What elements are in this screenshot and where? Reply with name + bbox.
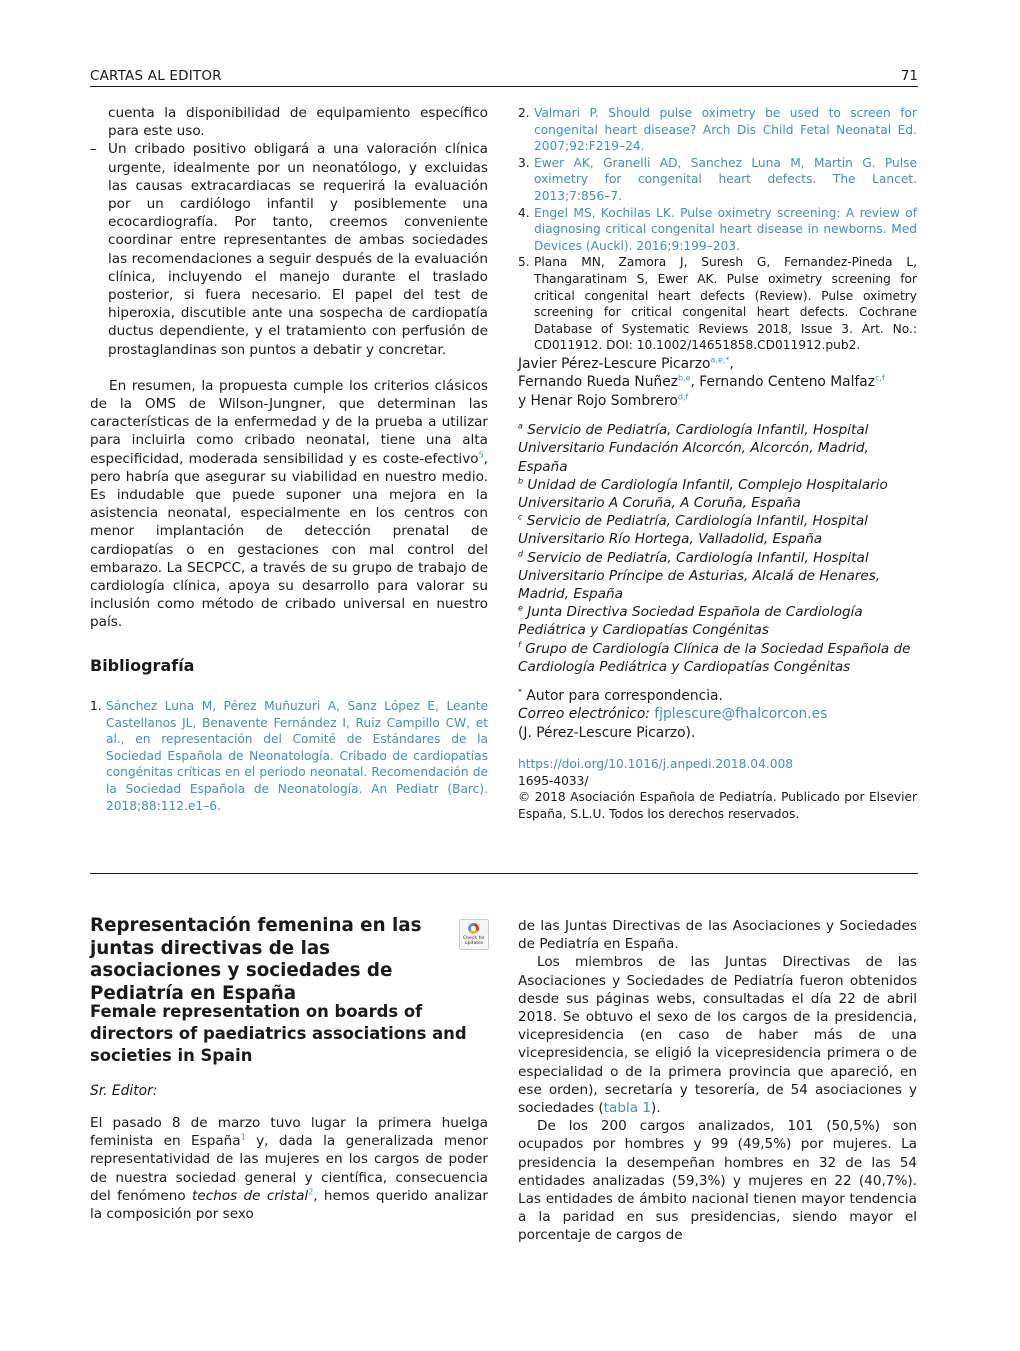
affiliation-key: b	[518, 476, 524, 486]
salutation: Sr. Editor:	[90, 1083, 158, 1099]
article2-paragraph-3: De los 200 cargos analizados, 101 (50,5%) son ocupados por hombres y 99 (49,5%) por mujeres. La presidencia la desempeñan hombres en 32 de las 54 entidades analizadas (59,3%) y mujeres en 22 (40,7%). Las entidades de ámbito nacional tienen mayor tendencia a la paridad en sus presidencias, siendo mayor el porcentaje de cargos de	[518, 1118, 917, 1244]
summary-text-a: En resumen, la propuesta cumple los criterios clásicos de la OMS de Wilson-Jungner, que determinan las características de la enfermedad y de la prueba a utilizar para incluirla como cribado neonatal, tiene una alta especificidad, moderada sensibilidad y es coste-efectivo	[90, 377, 488, 467]
author-name: Fernando Centeno Malfaz	[699, 374, 876, 391]
reference-link[interactable]: Sánchez Luna M, Pérez Muñuzuri A, Sanz López E, Leante Castellanos JL, Benavente Fernández I, Ruiz Campillo CW, et al., en representación del Comité de Estándares de la Sociedad Española de Neonatología. Cribado de cardiopatías congénitas críticas en el periodo neonatal. Recomendación de la Sociedad Española de Neonatología. An Pediatr (Barc). 2018;88:112.e1–6.	[106, 699, 488, 813]
affiliation-item	[518, 549, 917, 604]
reference-item	[518, 105, 917, 155]
author-name: y Henar Rojo Sombrero	[518, 392, 678, 409]
affiliation-text: Junta Directiva Sociedad Española de Cardiología Pediátrica y Cardiopatías Congénitas	[518, 604, 863, 639]
author-separator: ,	[690, 374, 695, 391]
p1-text-c: , hemos querido analizar la composición por sexo	[90, 1187, 488, 1223]
bullet-dash: –	[90, 141, 97, 158]
correspondence-label: Autor para correspondencia.	[526, 688, 723, 705]
affiliation-key: c	[518, 512, 523, 522]
section-title: CARTAS AL EDITOR	[90, 68, 222, 84]
author-name: Javier Pérez-Lescure Picarzo	[518, 356, 711, 372]
bibliography-heading: Bibliografía	[90, 656, 195, 675]
reference-link[interactable]: Ewer AK, Granelli AD, Sanchez Luna M, Martin G. Pulse oximetry for congenital heart defects. The Lancet. 2013;7:856–7.	[534, 155, 917, 203]
article2-left-text	[90, 1114, 488, 1223]
correspondence-name: (J. Pérez-Lescure Picarzo).	[518, 724, 696, 741]
article2-right-text	[518, 917, 917, 1245]
correspondence-note	[518, 687, 917, 705]
reference-item	[518, 155, 917, 205]
email-link[interactable]: fjplescure@fhalcorcon.es	[654, 706, 828, 723]
affiliation-item	[518, 476, 917, 512]
author-block	[518, 355, 917, 823]
reference-item	[518, 254, 917, 354]
affiliation-item	[518, 512, 917, 548]
check-updates-icon	[468, 923, 479, 934]
reference-number: 1.	[90, 699, 102, 713]
affiliation-item	[518, 640, 917, 676]
p1-italic-term: techos de cristal	[192, 1187, 309, 1204]
bullet-text: Un cribado positivo obligará a una valoración clínica urgente, idealmente por un neonatólogo, y excluidas las causas extracardiacas se requerirá la evaluación por un cardiólogo infantil y posiblemente una ecocardiografía. Por tanto, creemos conveniente coordinar entre representantes de ambas sociedades las recomendaciones a seguir después de la evaluación clínica, incluyendo el manejo durante el traslado posterior, si fuera necesario. El papel del test de hiperoxia, discutible ante una sospecha de cardiopatía ductus dependiente, y el tratamiento con perfusión de prostaglandinas son puntos a debatir y concretar.	[108, 141, 488, 358]
author-affiliation-mark: c,f	[875, 373, 885, 383]
summary-paragraph	[90, 377, 488, 632]
page-number: 71	[900, 68, 918, 84]
reference-link[interactable]: Engel MS, Kochilas LK. Pulse oximetry screening: A review of diagnosing critical congenital heart disease in newborns. Med Devices (Auckl). 2016;9:199–203.	[534, 205, 917, 253]
email-label: Correo electrónico:	[518, 706, 650, 723]
bibliography-left	[90, 698, 488, 814]
check-for-updates-badge[interactable]	[459, 919, 489, 950]
summary-text-b: , pero habría que asegurar su viabilidad en nuestro medio. Es indudable que puede suponer una mejora en la asistencia neonatal, especialmente en los centros con menor implantación de detección prenatal de cardiopatías o en gestaciones con mal control del embarazo. La SECPCC, a través de su grupo de trabajo de cardiología clínica, apoya su desarrollo para valorar su inclusión como método de cribado universal en nuestro país.	[90, 450, 488, 631]
author-list	[518, 355, 917, 410]
affiliation-text: Servicio de Pediatría, Cardiología Infantil, Hospital Universitario Príncipe de Asturias, Alcalá de Henares, Madrid, España	[518, 549, 881, 603]
affiliation-key: e	[518, 603, 523, 613]
copyright: © 2018 Asociación Española de Pediatría. Publicado por Elsevier España, S.L.U. Todos los derechos reservados.	[518, 790, 917, 822]
affiliation-item	[518, 603, 917, 639]
reference-number: 5.	[518, 255, 530, 270]
author-affiliation-mark: a,e,*	[710, 355, 730, 365]
email-line	[518, 705, 917, 723]
ref-2-citation[interactable]: 2	[308, 1187, 314, 1197]
p1-text-b: y, dada la generalizada menor representatividad de las mujeres en los cargos de poder de nuestra sociedad general y científica, consecuencia del fenómeno	[90, 1133, 488, 1204]
reference-number: 4.	[518, 205, 530, 220]
article2-paragraph-1	[90, 1114, 488, 1223]
affiliation-text: Servicio de Pediatría, Cardiología Infantil, Hospital Universitario Río Hortega, Valladolid, España	[518, 513, 868, 548]
article-divider	[90, 873, 918, 874]
publication-info	[518, 756, 917, 822]
doi-link[interactable]: https://doi.org/10.1016/j.anpedi.2018.04.008	[518, 757, 793, 772]
ref-5-citation[interactable]: 5	[478, 450, 484, 460]
reference-text: Plana MN, Zamora J, Suresh G, Fernandez-Pineda L, Thangaratinam S, Ewer AK. Pulse oximetry screening for critical congenital heart defects (Review). Pulse oximetry screening for critical congenital heart defects. Cochrane Database of Systematic Reviews 2018, Issue 3. Art. No.: CD011912. DOI: 10.1002/14651858.CD011912.pub2.	[534, 255, 917, 353]
bibliography-right	[518, 105, 917, 354]
affiliation-item	[518, 421, 917, 476]
reference-item	[518, 205, 917, 255]
affiliation-text: Servicio de Pediatría, Cardiología Infantil, Hospital Universitario Fundación Alcorcón, Alcorcón, Madrid, España	[518, 422, 869, 475]
reference-item	[90, 698, 488, 814]
affiliation-text: Unidad de Cardiología Infantil, Complejo Hospitalario Universitario A Coruña, A Coruña, España	[518, 476, 888, 512]
author-affiliation-mark: d,f	[677, 392, 689, 402]
reference-number: 3.	[518, 155, 530, 170]
reference-link[interactable]: Valmari P. Should pulse oximetry be used to screen for congenital heart disease? Arch Dis Child Fetal Neonatal Ed. 2007;92:F219–24.	[534, 106, 917, 154]
author-affiliation-mark: b,e	[677, 373, 691, 383]
author-separator: ,	[729, 356, 734, 372]
article2-paragraph-cont: de las Juntas Directivas de las Asociaciones y Sociedades de Pediatría en España.	[518, 918, 917, 953]
affiliation-list	[518, 421, 917, 676]
issn: 1695-4033/	[518, 773, 589, 788]
affiliation-key: f	[518, 640, 521, 650]
article2-paragraph-2	[518, 953, 917, 1117]
p2-text-b: ).	[651, 1100, 661, 1117]
author-name: Fernando Rueda Nuñez	[518, 374, 678, 391]
affiliation-text: Grupo de Cardiología Clínica de la Sociedad Española de Cardiología Pediátrica y Cardiopatías Congénitas	[518, 640, 911, 675]
continued-bullet-text: cuenta la disponibilidad de equipamiento específico para este uso.	[108, 105, 488, 140]
correspondence-mark: *	[518, 687, 522, 697]
correspondence-block	[518, 687, 917, 742]
ref-1-citation[interactable]: 1	[240, 1132, 246, 1142]
article-title-en: Female representation on boards of directors of paediatrics associations and societies in Spain	[90, 1002, 467, 1065]
badge-label: Check for updates	[463, 936, 485, 946]
running-header	[90, 66, 918, 87]
left-column-top	[90, 104, 488, 632]
affiliation-key: a	[518, 421, 523, 431]
p1-text-a: El pasado 8 de marzo tuvo lugar la primera huelga feminista en España	[90, 1115, 488, 1150]
p2-text-a: Los miembros de las Juntas Directivas de las Asociaciones y Sociedades de Pediatría fueron obtenidos desde sus páginas webs, consultadas el día 22 de abril 2018. Se obtuvo el sexo de los cargos de la presidencia, vicepresidencia (en caso de haber más de una vicepresidencia, se eligió la vicepresidencia primera o de especialidad o de la primera provincia que apareció, en ese orden), secretaría y tesorería, de 54 asociaciones y sociedades (	[518, 954, 917, 1117]
bullet-item	[90, 140, 488, 358]
reference-number: 2.	[518, 106, 530, 120]
article-title-es: Representación femenina en las juntas directivas de las asociaciones y sociedades de Pediatría en España	[90, 915, 422, 1004]
table-1-link[interactable]: tabla 1	[603, 1100, 652, 1117]
affiliation-key: d	[518, 549, 524, 559]
